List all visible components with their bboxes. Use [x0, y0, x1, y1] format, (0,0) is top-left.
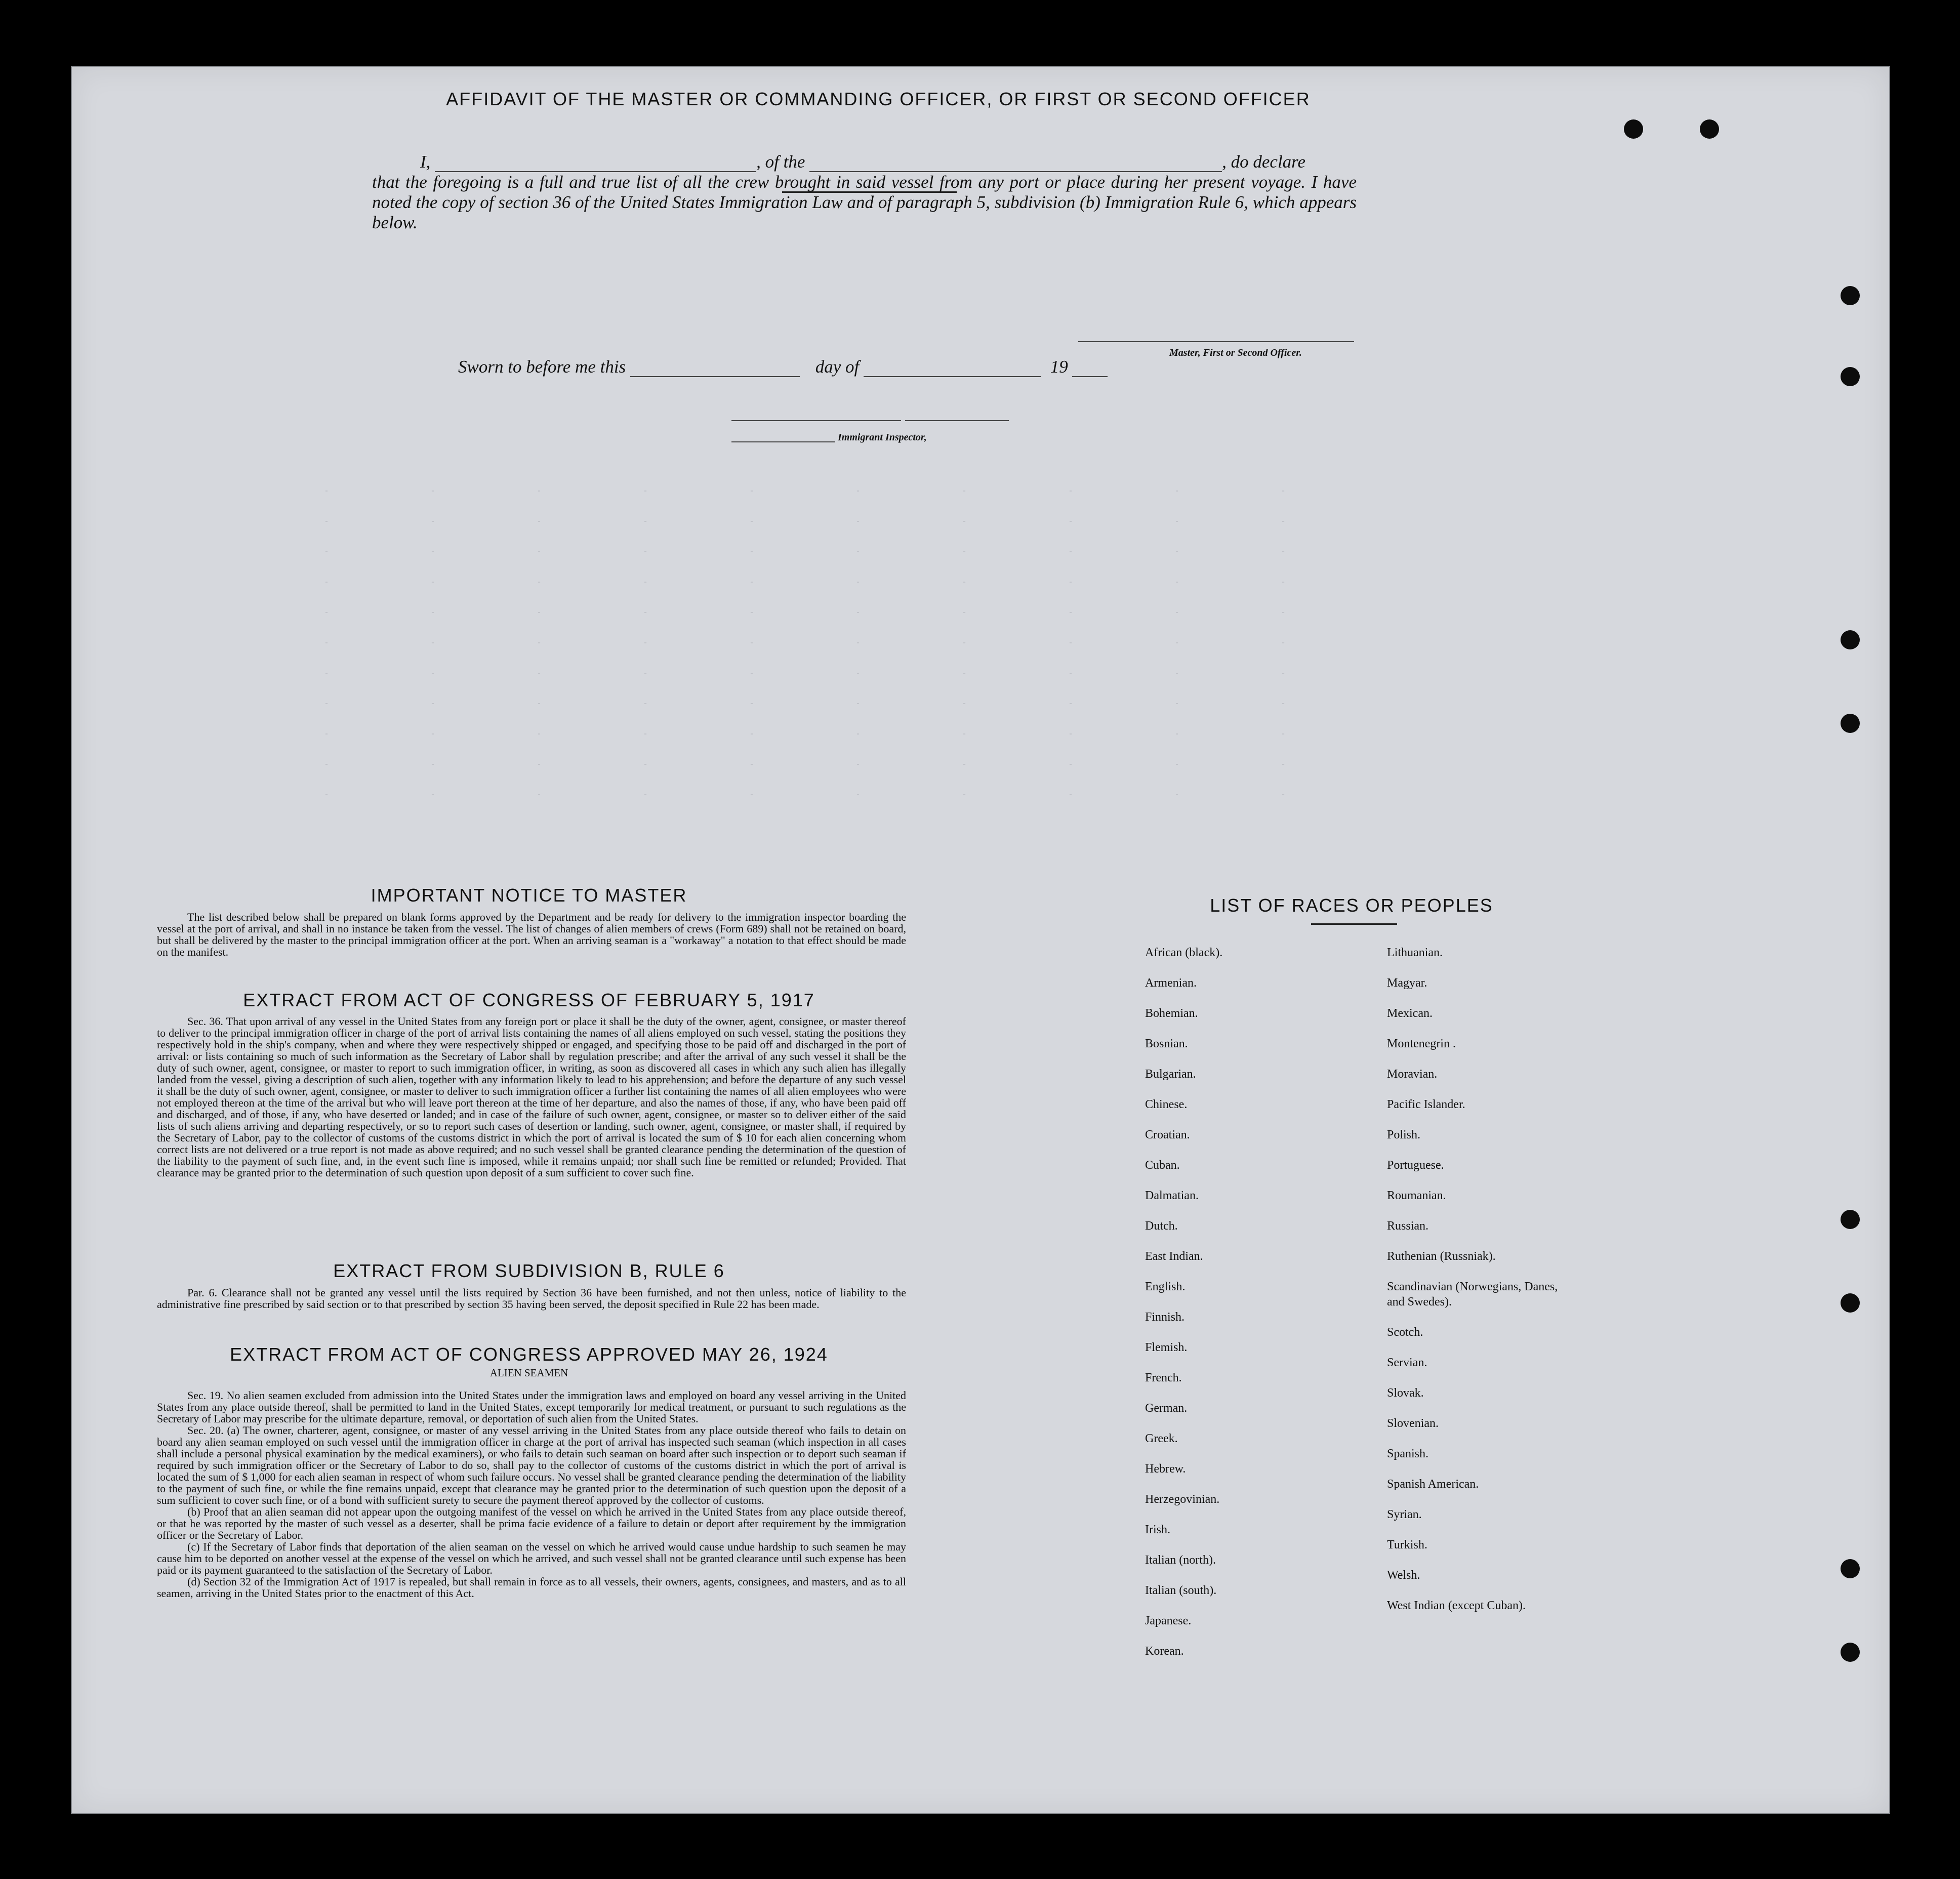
race-item: Irish.: [1145, 1523, 1170, 1536]
race-item: Scotch.: [1387, 1326, 1423, 1339]
race-item: Italian (south).: [1145, 1584, 1217, 1597]
sworn-day-label: day of: [815, 357, 860, 377]
punch-hole: [1841, 630, 1860, 649]
extract-1924-paragraph: Sec. 20. (a) The owner, charterer, agent, consignee, or master of any vessel arriving in the United States from any place outside thereof who fails to detain on board any alien seaman employed on such vessel until the immigration officer in charge at the port of arrival has inspected such seaman (which inspection in all cases shall include a personal physical examination by the medical examiners), or who fails to detain such seaman on board after such inspection or to deport such seaman if required by such immigration officer or the Secretary of Labor to do so, shall pay to the collector of customs of the customs district in which the port of arrival is located the sum of $ 1,000 for each alien seaman in respect of whom such failure occurs. No vessel shall be granted clearance pending the determination of the liability to the payment of such fine, or while the fine remains unpaid, except that clearance may be granted prior to the determination of such question upon the deposit of a sum sufficient to cover such fine, or of a bond with sufficient surety to secure the payment thereof approved by the collector of customs.: [157, 1424, 906, 1506]
race-item: Mexican.: [1387, 1007, 1433, 1020]
race-item: Spanish American.: [1387, 1478, 1479, 1491]
vessel-blank[interactable]: [809, 157, 1222, 172]
race-item: English.: [1145, 1280, 1186, 1293]
sworn-prefix: Sworn to before me this: [458, 357, 626, 377]
punch-hole: [1841, 286, 1860, 305]
race-item: Russian.: [1387, 1219, 1429, 1233]
race-item: Korean.: [1145, 1645, 1184, 1658]
race-item: Slovak.: [1387, 1386, 1424, 1400]
inspector-label: Immigrant Inspector,: [838, 432, 927, 443]
extract-1924-paragraph: Sec. 19. No alien seamen excluded from admission into the United States under the immigration laws and employed on board any vessel arriving in the United States from any place outside thereof, shall be permitted to land in the United States, except temporarily for medical treatment, or pursuant to such regulations as the Secretary of Labor may prescribe for the ultimate departure, removal, or deportation of such alien from the United States.: [157, 1389, 906, 1425]
extract-1917-paragraph: Sec. 36. That upon arrival of any vessel in the United States from any foreign port or place it shall be the duty of the owner, agent, consignee, or master thereof to deliver to the principal immigration officer in charge of the port of arrival lists containing the names of all aliens employed on such vessel, stating the positions they respectively hold in the ship's company, when and where they were respectively shipped or engaged, and specifying those to be paid off and discharged in the port of arrival: or lists containing so much of such information as the Secretary of Labor shall by regulation prescribe; and after the arrival of any such vessel it shall be the duty of such owner, agent, consignee, or master to report to such immigration officer, in writing, as soon as discovered all cases in which any such alien has illegally landed from the vessel, giving a description of such alien, together with any information likely to lead to his apprehension; and before the departure of any such vessel it shall be the duty of such owner, agent, consignee, or master to deliver to such immigration officer a further list containing the names of all alien employees who were not employed thereon at the time of the arrival but who will leave port thereon at the time of her departure, and also the names of those, if any, who have been paid off and discharged, and of those, if any, who have deserted or landed; and in case of the failure of such owner, agent, consignee, or master so to deliver either of the said lists of such aliens arriving and departing respectively, or so to report such cases of desertion or landing, such owner, agent, consignee, or master shall, if required by the Secretary of Labor, pay to the collector of customs of the customs district in which the port of arrival is located the sum of $ 10 for each alien concerning whom correct lists are not delivered or a true report is not made as above required; and no such vessel shall be granted clearance pending the determination of the question of the liability to the payment of such fine, and, in the event such fine is imposed, while it remains unpaid; nor shall such fine be remitted or refunded; Provided. That clearance may be granted prior to the determination of such question upon deposit of a sum sufficient to cover such fine.: [157, 1015, 906, 1179]
inspector-line-3[interactable]: [731, 441, 835, 442]
extract-1917-text: [157, 1015, 906, 1178]
race-item: Dutch.: [1145, 1219, 1178, 1233]
race-item: German.: [1145, 1402, 1188, 1415]
race-item: Finnish.: [1145, 1311, 1185, 1324]
subdivision-paragraph: Par. 6. Clearance shall not be granted any vessel until the lists required by Section 36 have been furnished, and not then unless, notice of liability to the administrative fine prescribed by said section or to that prescribed by section 35 having been served, the deposit specified in Rule 22 has been made.: [157, 1286, 906, 1311]
faint-dot-grid: [273, 476, 1336, 810]
race-item: Montenegrin .: [1387, 1037, 1456, 1050]
sworn-line: [458, 357, 1108, 377]
races-column-2: [1387, 937, 1569, 1621]
inspector-line-1[interactable]: [731, 420, 901, 421]
affidavit-declare: , do declare: [1222, 152, 1306, 172]
punch-hole: [1624, 119, 1643, 139]
extract-1917-title: EXTRACT FROM ACT OF CONGRESS OF FEBRUARY 5, 1917: [243, 990, 815, 1010]
name-blank[interactable]: [435, 157, 756, 172]
sworn-year-label: 19: [1050, 357, 1068, 377]
punch-hole: [1841, 367, 1860, 386]
affidavit-body: that the foregoing is a full and true list of all the crew brought in said vessel from any port or place during her present voyage. I have noted the copy of section 36 of the United States Immigration Law and of paragraph 5, subdivision (b) Immigration Rule 6, which appears below.: [372, 172, 1357, 232]
race-item: West Indian (except Cuban).: [1387, 1599, 1526, 1612]
race-item: Dalmatian.: [1145, 1189, 1199, 1202]
race-item: Polish.: [1387, 1128, 1421, 1141]
extract-1924-text: [157, 1390, 906, 1599]
affidavit-i: I,: [420, 152, 431, 172]
race-item: East Indian.: [1145, 1250, 1203, 1263]
sworn-year-blank[interactable]: [1072, 362, 1108, 377]
race-item: Magyar.: [1387, 976, 1427, 990]
punch-hole: [1700, 119, 1719, 139]
punch-hole: [1841, 1643, 1860, 1662]
affidavit-of-the: , of the: [756, 152, 805, 172]
race-item: Armenian.: [1145, 976, 1197, 990]
race-item: Bulgarian.: [1145, 1068, 1196, 1081]
affidavit-title: AFFIDAVIT OF THE MASTER OR COMMANDING OFFICER, OR FIRST OR SECOND OFFICER: [446, 89, 1311, 109]
race-item: Greek.: [1145, 1432, 1178, 1445]
race-item: Turkish.: [1387, 1538, 1427, 1551]
subdivision-text: [157, 1287, 906, 1310]
race-item: Flemish.: [1145, 1341, 1188, 1354]
sworn-month-blank[interactable]: [864, 362, 1041, 377]
extract-1924-paragraph: (c) If the Secretary of Labor finds that deportation of the alien seaman on the vessel on which he arrived would cause undue hardship to such seamen he may cause him to be deported on another vessel at the expense of the vessel on which he arrived, and such vessel shall not be granted clearance until such expense has been paid or its payment guaranteed to the satisfaction of the Secretary of Labor.: [157, 1540, 906, 1576]
race-item: French.: [1145, 1371, 1182, 1384]
race-item: Bosnian.: [1145, 1037, 1188, 1050]
race-item: Italian (north).: [1145, 1554, 1216, 1567]
race-item: Japanese.: [1145, 1614, 1192, 1627]
race-item: Pacific Islander.: [1387, 1098, 1465, 1111]
race-item: Roumanian.: [1387, 1189, 1446, 1202]
race-item: Moravian.: [1387, 1068, 1438, 1081]
affidavit-text: [352, 152, 1357, 233]
race-item: Syrian.: [1387, 1508, 1422, 1521]
notice-paragraph: The list described below shall be prepared on blank forms approved by the Department and be ready for delivery to the immigration inspector boarding the vessel at the port of arrival, and shall in no instance be taken from the vessel. The list of changes of alien members of crews (Form 689) shall not be retained on board, but shall be delivered by the master to the principal immigration officer at the port. When an arriving seaman is a "workaway" a notation to that effect should be made on the manifest.: [157, 911, 906, 958]
inspector-line-2[interactable]: [905, 420, 1009, 421]
notice-text: [157, 911, 906, 958]
race-item: Herzegovinian.: [1145, 1493, 1220, 1506]
punch-hole: [1841, 714, 1860, 733]
race-item: Chinese.: [1145, 1098, 1188, 1111]
extract-1924-paragraph: (d) Section 32 of the Immigration Act of 1917 is repealed, but shall remain in force as to all vessels, their owners, agents, consignees, and masters, and as to all seamen, arriving in the United States prior to the enactment of this Act.: [157, 1575, 906, 1600]
race-item: Scandinavian (Norwegians, Danes, and Swedes).: [1387, 1280, 1558, 1309]
subdivision-title: EXTRACT FROM SUBDIVISION B, RULE 6: [333, 1260, 725, 1281]
race-item: Cuban.: [1145, 1159, 1180, 1172]
punch-hole: [1841, 1210, 1860, 1229]
signature-label: Master, First or Second Officer.: [1169, 347, 1302, 358]
race-item: Hebrew.: [1145, 1462, 1186, 1476]
race-item: Welsh.: [1387, 1569, 1420, 1582]
extract-1924-paragraph: (b) Proof that an alien seaman did not appear upon the outgoing manifest of the vessel on which he arrived in the United States from any place outside thereof, or that he was reported by the master of such vessel as a deserter, shall be prima facie evidence of a failure to detain or deport after requirement by the immigration officer or the Secretary of Labor.: [157, 1505, 906, 1541]
race-item: Servian.: [1387, 1356, 1427, 1369]
race-item: African (black).: [1145, 946, 1223, 959]
punch-hole: [1841, 1293, 1860, 1313]
races-title: LIST OF RACES OR PEOPLES: [1210, 895, 1493, 916]
extract-1924-title: EXTRACT FROM ACT OF CONGRESS APPROVED MAY 26, 1924: [230, 1344, 828, 1365]
race-item: Lithuanian.: [1387, 946, 1443, 959]
affidavit-declaration-line: [352, 152, 1357, 172]
extract-1924-subtitle: ALIEN SEAMEN: [489, 1367, 568, 1379]
signature-line[interactable]: [1078, 341, 1354, 342]
notice-title: IMPORTANT NOTICE TO MASTER: [371, 885, 687, 906]
races-column-1: [1145, 937, 1222, 1666]
sworn-day-blank[interactable]: [630, 362, 800, 377]
race-item: Spanish.: [1387, 1447, 1429, 1460]
race-item: Croatian.: [1145, 1128, 1190, 1141]
punch-hole: [1841, 1559, 1860, 1578]
races-title-underline: [1311, 923, 1397, 925]
race-item: Ruthenian (Russniak).: [1387, 1250, 1496, 1263]
race-item: Slovenian.: [1387, 1417, 1439, 1430]
race-item: Bohemian.: [1145, 1007, 1198, 1020]
race-item: Portuguese.: [1387, 1159, 1444, 1172]
